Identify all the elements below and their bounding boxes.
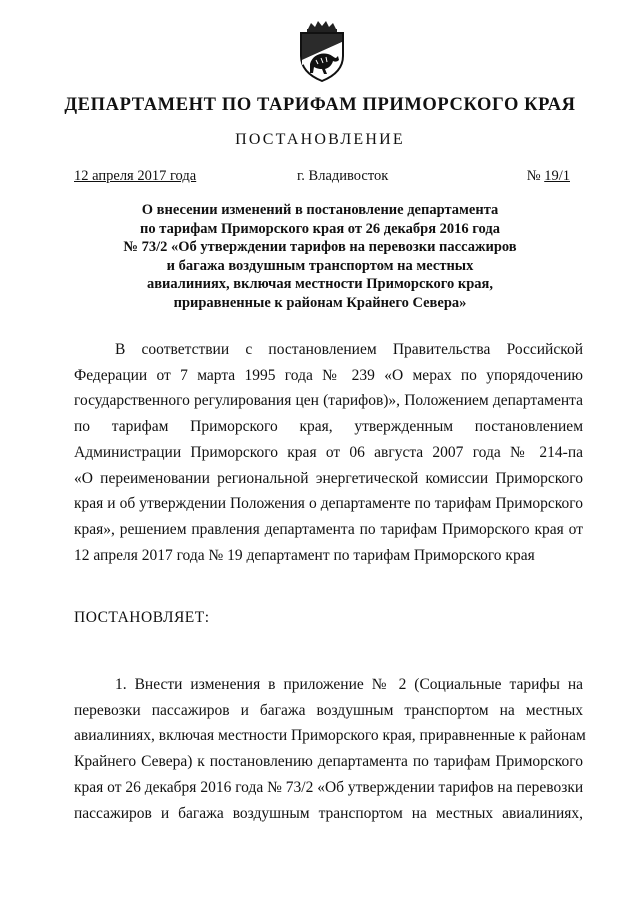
- preamble-line: края», решением правления департамента по тарифам Приморского края от: [74, 520, 583, 538]
- document-number: [527, 168, 570, 185]
- item-line: авиалиниях, включая местности Приморского края, приравненные к районам: [74, 727, 586, 745]
- item-line: перевозки пассажиров и багажа воздушным транспортом на местных: [74, 701, 583, 719]
- subject-line: приравненные к районам Крайнего Севера»: [173, 294, 467, 311]
- preamble-line: В соответствии с постановлением Правительства Российской: [115, 341, 583, 358]
- item-line: Крайнего Севера) к постановлению департамента по тарифам Приморского: [74, 753, 583, 771]
- subject-line: и багажа воздушным транспортом на местных: [166, 257, 474, 274]
- subject-line: авиалиниях, включая местности Приморского края,: [146, 276, 494, 293]
- item-line: пассажиров и багажа воздушным транспортом на местных авиалиниях,: [74, 804, 583, 822]
- document-city: г. Владивосток: [297, 168, 389, 184]
- subject-line: О внесении изменений в постановление департамента: [141, 202, 499, 218]
- preamble-line: 12 апреля 2017 года № 19 департамент по тарифам Приморского края: [74, 546, 535, 564]
- document-meta: [74, 168, 570, 188]
- item-line: края от 26 декабря 2016 года № 73/2 «Об утверждении тарифов на перевозки: [74, 778, 584, 796]
- document-subject: [80, 201, 560, 313]
- preamble-paragraph: [74, 337, 583, 568]
- item-1-paragraph: [74, 672, 586, 826]
- preamble-line: Администрации Приморского края от 06 августа 2007 года № 214-па: [74, 443, 583, 461]
- document-type: ПОСТАНОВЛЕНИЕ: [235, 131, 405, 148]
- preamble-line: «О переименовании региональной энергетической комиссии Приморского: [74, 469, 583, 487]
- coat-of-arms-emblem: [296, 20, 348, 82]
- document-date: 12 апреля 2017 года: [74, 168, 197, 184]
- coat-of-arms-icon: [296, 20, 348, 82]
- resolves-heading: ПОСТАНОВЛЯЕТ:: [74, 609, 210, 626]
- preamble-line: края и об утверждении Положения о департаменте по тарифам Приморского: [74, 495, 583, 513]
- preamble-line: Федерации от 7 марта 1995 года № 239 «О мерах по упорядочению: [74, 366, 583, 384]
- number-value: 19/1: [544, 168, 570, 184]
- preamble-line: государственного регулирования цен (тарифов)», Положением департамента: [74, 392, 583, 410]
- item-line: 1. Внести изменения в приложение № 2 (Социальные тарифы на: [115, 676, 583, 693]
- department-title: ДЕПАРТАМЕНТ ПО ТАРИФАМ ПРИМОРСКОГО КРАЯ: [64, 95, 576, 115]
- number-prefix: №: [526, 168, 541, 184]
- subject-line: № 73/2 «Об утверждении тарифов на перевозки пассажиров: [123, 239, 517, 256]
- subject-line: по тарифам Приморского края от 26 декабря 2016 года: [140, 220, 500, 237]
- preamble-line: по тарифам Приморского края, утвержденным постановлением: [74, 418, 583, 436]
